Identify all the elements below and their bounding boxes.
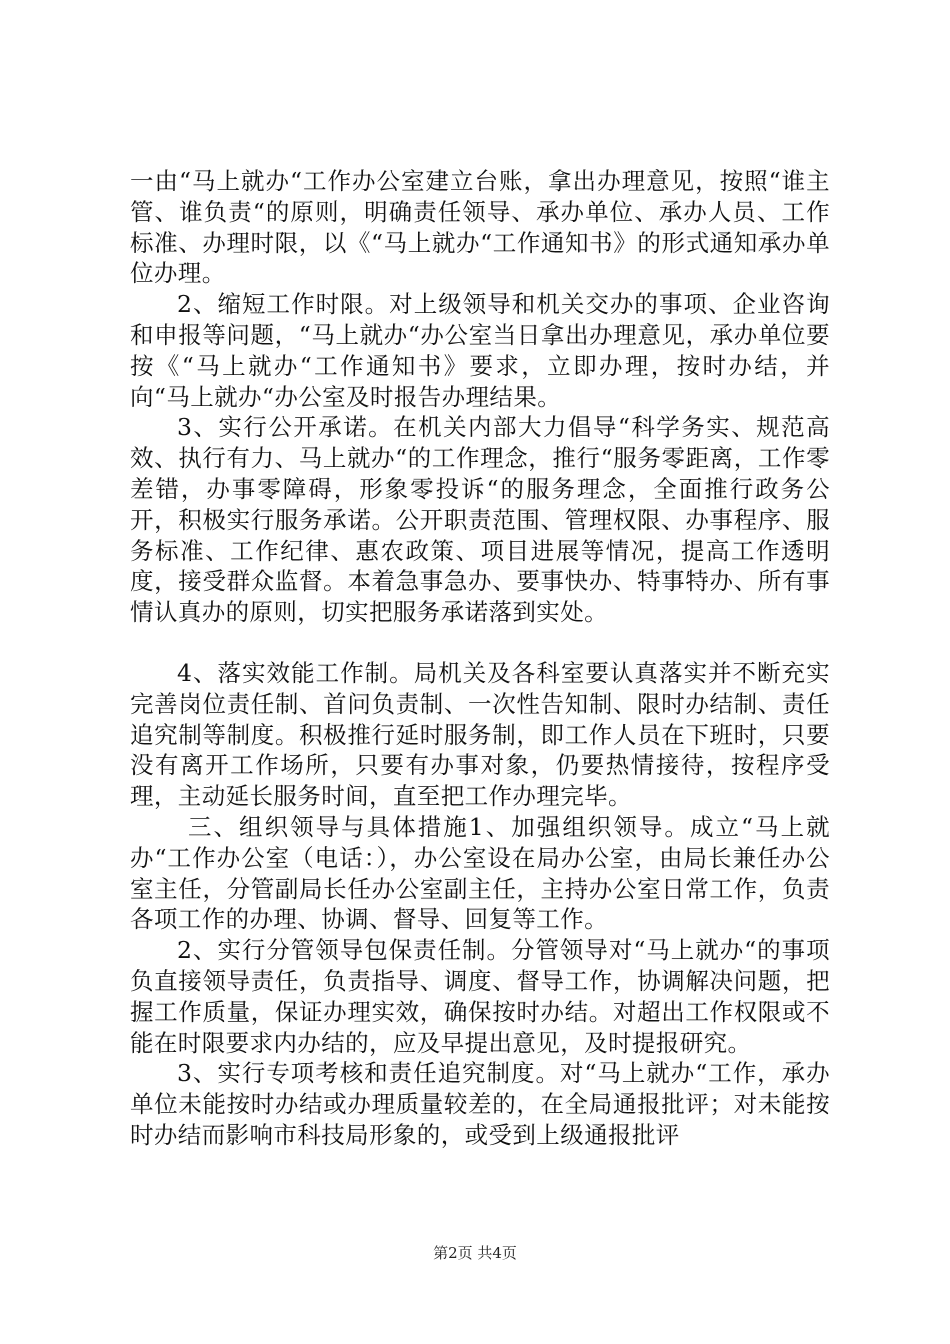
paragraph-leader-responsibility: 2、实行分管领导包保责任制。分管领导对“马上就办“的事项负直接领导责任，负责指导、调度、督导工作，协调解决问题，把握工作质量，保证办理实效，确保按时办结。对超出工作权限或不能在时限要求内办结的，应及早提出意见，及时提报研究。 (130, 936, 830, 1057)
paragraph-assessment-accountability: 3、实行专项考核和责任追究制度。对“马上就办“工作，承办单位未能按时办结或办理质量较差的，在全局通报批评；对未能按时办结而影响市科技局形象的，或受到上级通报批评 (130, 1059, 830, 1149)
paragraph-continuation: 一由“马上就办“工作办公室建立台账，拿出办理意见，按照“谁主管、谁负责“的原则，明确责任领导、承办单位、承办人员、工作标准、办理时限，以《“马上就办“工作通知书》的形式通知承办单位办理。 (130, 167, 830, 288)
paragraph-organization-leadership: 三、组织领导与具体措施1、加强组织领导。成立“马上就办“工作办公室（电话：），办公室设在局办公室，由局长兼任办公室主任，分管副局长任办公室副主任，主持办公室日常工作，负责各项工作的办理、协调、督导、回复等工作。 (130, 812, 830, 934)
document-body (130, 166, 830, 1151)
paragraph-efficiency-system: 4、落实效能工作制。局机关及各科室要认真落实并不断充实完善岗位责任制、首问负责制、一次性告知制、限时办结制、责任追究制等制度。积极推行延时服务制，即工作人员在下班时，只要没有离开工作场所，只要有办事对象，仍要热情接待，按程序受理，主动延长服务时间，直至把工作办理完毕。 (130, 658, 830, 811)
page-number-footer: 第2页 共4页 (433, 1244, 517, 1262)
paragraph-shorten-time-limit: 2、缩短工作时限。对上级领导和机关交办的事项、企业咨询和申报等问题，“马上就办“办公室当日拿出办理意见，承办单位要按《“马上就办“工作通知书》要求，立即办理，按时办结，并向“马上就办“办公室及时报告办理结果。 (130, 290, 830, 411)
paragraph-public-commitment: 3、实行公开承诺。在机关内部大力倡导“科学务实、规范高效、执行有力、马上就办“的工作理念，推行“服务零距离，工作零差错，办事零障碍，形象零投诉“的服务理念，全面推行政务公开，积极实行服务承诺。公开职责范围、管理权限、办事程序、服务标准、工作纪律、惠农政策、项目进展等情况，提高工作透明度，接受群众监督。本着急事急办、要事快办、特事特办、所有事情认真办的原则，切实把服务承诺落到实处。 (130, 413, 830, 627)
